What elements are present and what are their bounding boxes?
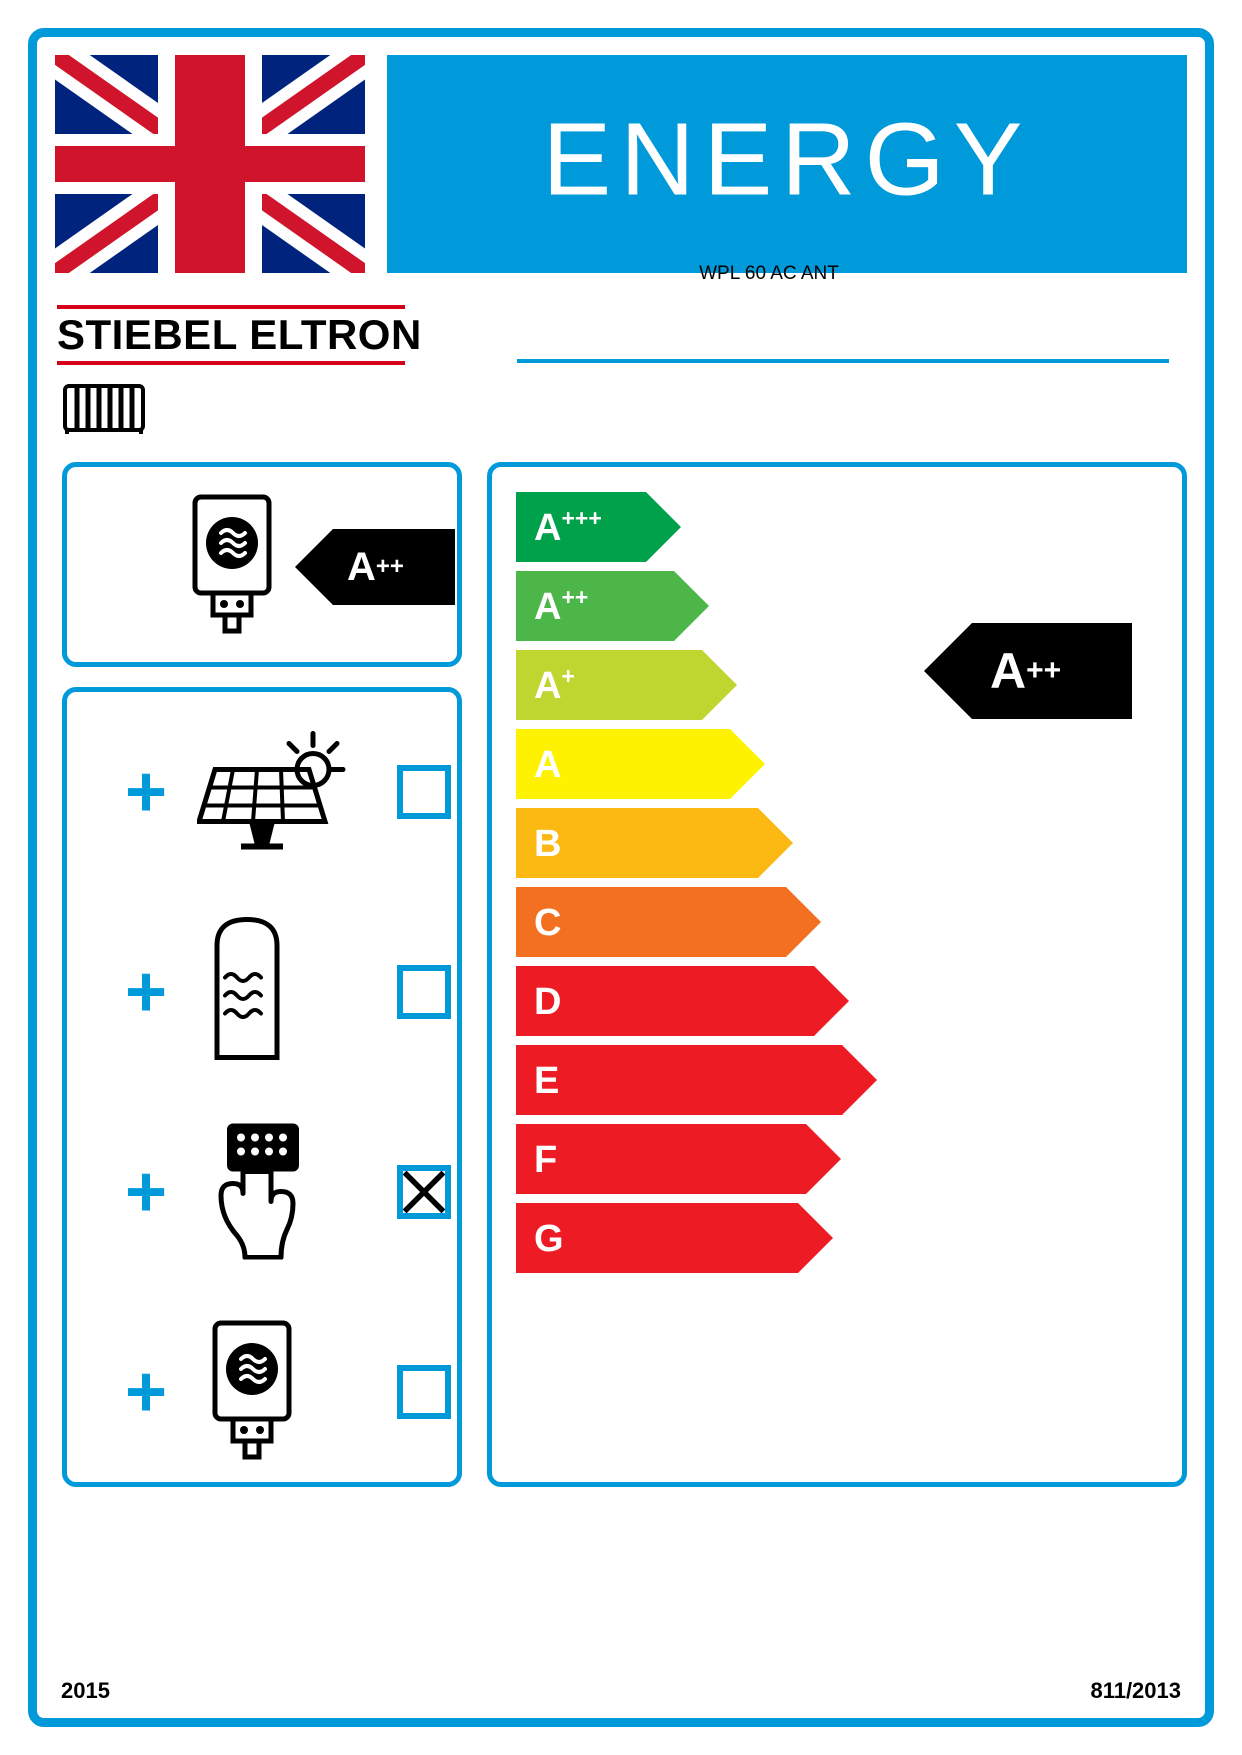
options-panel (62, 687, 462, 1487)
header-divider (517, 359, 1169, 363)
efficiency-scale (516, 492, 842, 1282)
grade-row (516, 887, 842, 957)
supplementary-heater-icon (197, 1317, 307, 1467)
grade-row (516, 571, 842, 641)
option-checkbox-tank[interactable] (397, 965, 451, 1019)
grade-label: A+++ (534, 505, 602, 549)
temperature-control-icon (197, 1120, 327, 1265)
regulation-number: 811/2013 (1090, 1678, 1181, 1703)
efficiency-scale-panel (487, 462, 1187, 1487)
grade-row (516, 966, 842, 1036)
grade-label: B (534, 822, 562, 865)
brand-rule-top (57, 305, 405, 309)
space-heating-panel (62, 462, 462, 667)
space-heater-icon (177, 491, 287, 641)
solar-collector-icon (197, 730, 347, 855)
label-header (55, 55, 1187, 273)
space-heating-class: A (347, 545, 376, 589)
grade-row (516, 1203, 842, 1273)
grade-label: A+ (534, 663, 575, 707)
option-row-solar (67, 692, 467, 892)
option-row-tank (67, 892, 467, 1092)
overall-class-arrow (972, 623, 1132, 719)
grade-label: G (534, 1217, 564, 1260)
energy-title: ENERGY (542, 101, 1032, 217)
grade-row (516, 1124, 842, 1194)
overall-class-sup: ++ (1026, 654, 1062, 687)
grade-label: A++ (534, 584, 589, 628)
overall-class: A (990, 643, 1027, 699)
option-checkbox-supplementary-heater[interactable] (397, 1365, 451, 1419)
grade-row (516, 492, 842, 562)
hot-water-tank-icon (197, 916, 307, 1069)
grade-row (516, 1045, 842, 1115)
model-name: WPL 60 AC ANT (699, 263, 839, 284)
grade-row (516, 808, 842, 878)
radiator-icon (63, 382, 153, 434)
brand-name: STIEBEL ELTRON (57, 311, 422, 358)
grade-label: E (534, 1059, 560, 1102)
option-checkbox-solar[interactable] (397, 765, 451, 819)
space-heating-class-sup: ++ (375, 553, 404, 580)
checkbox-mark (403, 1371, 445, 1413)
brand-block (57, 305, 447, 365)
grade-row (516, 650, 842, 720)
checkbox-mark (403, 971, 445, 1013)
brand-rule-bottom (57, 361, 405, 365)
space-heating-class-arrow (333, 529, 455, 605)
grade-row (516, 729, 842, 799)
checkbox-mark (403, 1171, 445, 1213)
grade-label: A (534, 743, 562, 786)
energy-banner (387, 55, 1187, 273)
label-year: 2015 (61, 1678, 110, 1703)
plus-sign: + (125, 1152, 168, 1232)
plus-sign: + (125, 952, 168, 1032)
checkbox-mark (403, 771, 445, 813)
plus-sign: + (125, 1352, 168, 1432)
grade-label: F (534, 1138, 558, 1181)
plus-sign: + (125, 752, 168, 832)
option-row-supplementary-heater (67, 1292, 467, 1492)
option-row-control (67, 1092, 467, 1292)
grade-label: C (534, 901, 562, 944)
label-frame (28, 28, 1214, 1727)
grade-label: D (534, 980, 562, 1023)
uk-flag-icon (55, 55, 365, 273)
option-checkbox-control[interactable] (397, 1165, 451, 1219)
